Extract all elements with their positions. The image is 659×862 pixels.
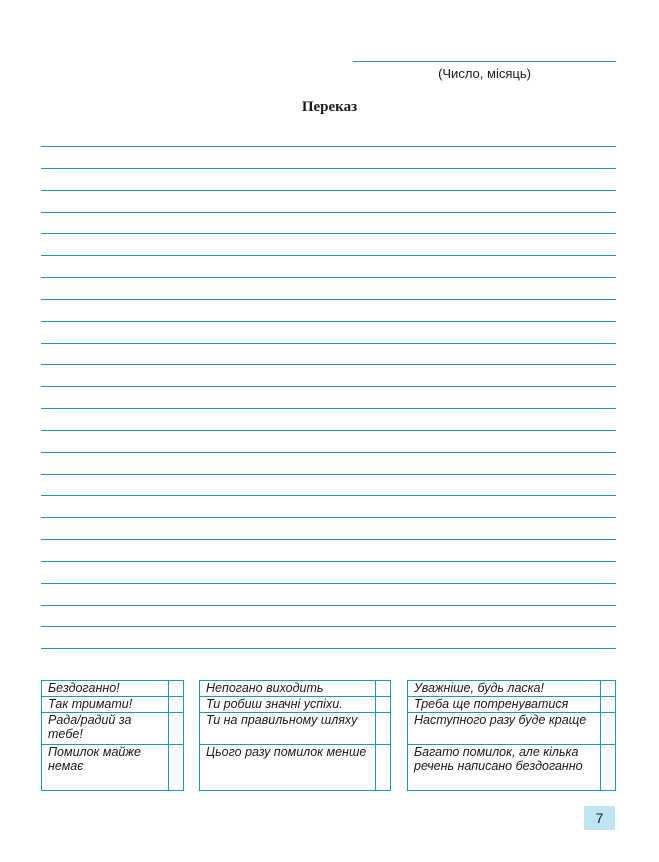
- evaluation-phrase: Непогано виходить: [200, 681, 376, 697]
- ruled-line[interactable]: [41, 408, 616, 409]
- ruled-line[interactable]: [41, 233, 616, 234]
- ruled-line[interactable]: [41, 474, 616, 475]
- ruled-line[interactable]: [41, 648, 616, 649]
- check-box[interactable]: [169, 697, 184, 713]
- evaluation-phrase: Помилок майже немає: [42, 745, 169, 791]
- ruled-line[interactable]: [41, 343, 616, 344]
- check-box[interactable]: [601, 697, 616, 713]
- evaluation-phrase: Рада/радий за тебе!: [42, 713, 169, 745]
- ruled-line[interactable]: [41, 386, 616, 387]
- check-box[interactable]: [601, 681, 616, 697]
- ruled-line[interactable]: [41, 146, 616, 147]
- evaluation-phrase: Ти робиш значні успіхи.: [200, 697, 376, 713]
- evaluation-table-3: [407, 680, 616, 791]
- ruled-line[interactable]: [41, 168, 616, 169]
- evaluation-phrase: Цього разу помилок менше: [200, 745, 376, 791]
- ruled-line[interactable]: [41, 539, 616, 540]
- ruled-line[interactable]: [41, 430, 616, 431]
- evaluation-phrase: Так тримати!: [42, 697, 169, 713]
- evaluation-phrase: Ти на правильному шляху: [200, 713, 376, 745]
- evaluation-phrase: Багато помилок, але кілька речень написано бездоганно: [408, 745, 601, 791]
- page-title: Переказ: [301, 99, 358, 115]
- check-box[interactable]: [376, 697, 391, 713]
- ruled-line[interactable]: [41, 299, 616, 300]
- ruled-line[interactable]: [41, 321, 616, 322]
- check-box[interactable]: [169, 681, 184, 697]
- ruled-line[interactable]: [41, 255, 616, 256]
- ruled-line[interactable]: [41, 561, 616, 562]
- evaluation-table-2: [199, 680, 391, 791]
- evaluation-phrase: Треба ще потренуватися: [408, 697, 601, 713]
- check-box[interactable]: [376, 681, 391, 697]
- ruled-line[interactable]: [41, 190, 616, 191]
- check-box[interactable]: [601, 745, 616, 791]
- evaluation-phrase: Уважніше, будь ласка!: [408, 681, 601, 697]
- ruled-line[interactable]: [41, 605, 616, 606]
- ruled-line[interactable]: [41, 364, 616, 365]
- ruled-line[interactable]: [41, 517, 616, 518]
- evaluation-phrase: Бездоганно!: [42, 681, 169, 697]
- evaluation-phrase: Наступного разу буде краще: [408, 713, 601, 745]
- ruled-line[interactable]: [41, 277, 616, 278]
- ruled-line[interactable]: [41, 583, 616, 584]
- date-label: (Число, місяць): [438, 66, 531, 81]
- ruled-line[interactable]: [41, 452, 616, 453]
- evaluation-table-1: [41, 680, 184, 791]
- ruled-line[interactable]: [41, 212, 616, 213]
- ruled-line[interactable]: [41, 626, 616, 627]
- check-box[interactable]: [169, 745, 184, 791]
- check-box[interactable]: [601, 713, 616, 745]
- page-number: 7: [584, 806, 615, 830]
- ruled-line[interactable]: [41, 495, 616, 496]
- check-box[interactable]: [376, 745, 391, 791]
- check-box[interactable]: [376, 713, 391, 745]
- check-box[interactable]: [169, 713, 184, 745]
